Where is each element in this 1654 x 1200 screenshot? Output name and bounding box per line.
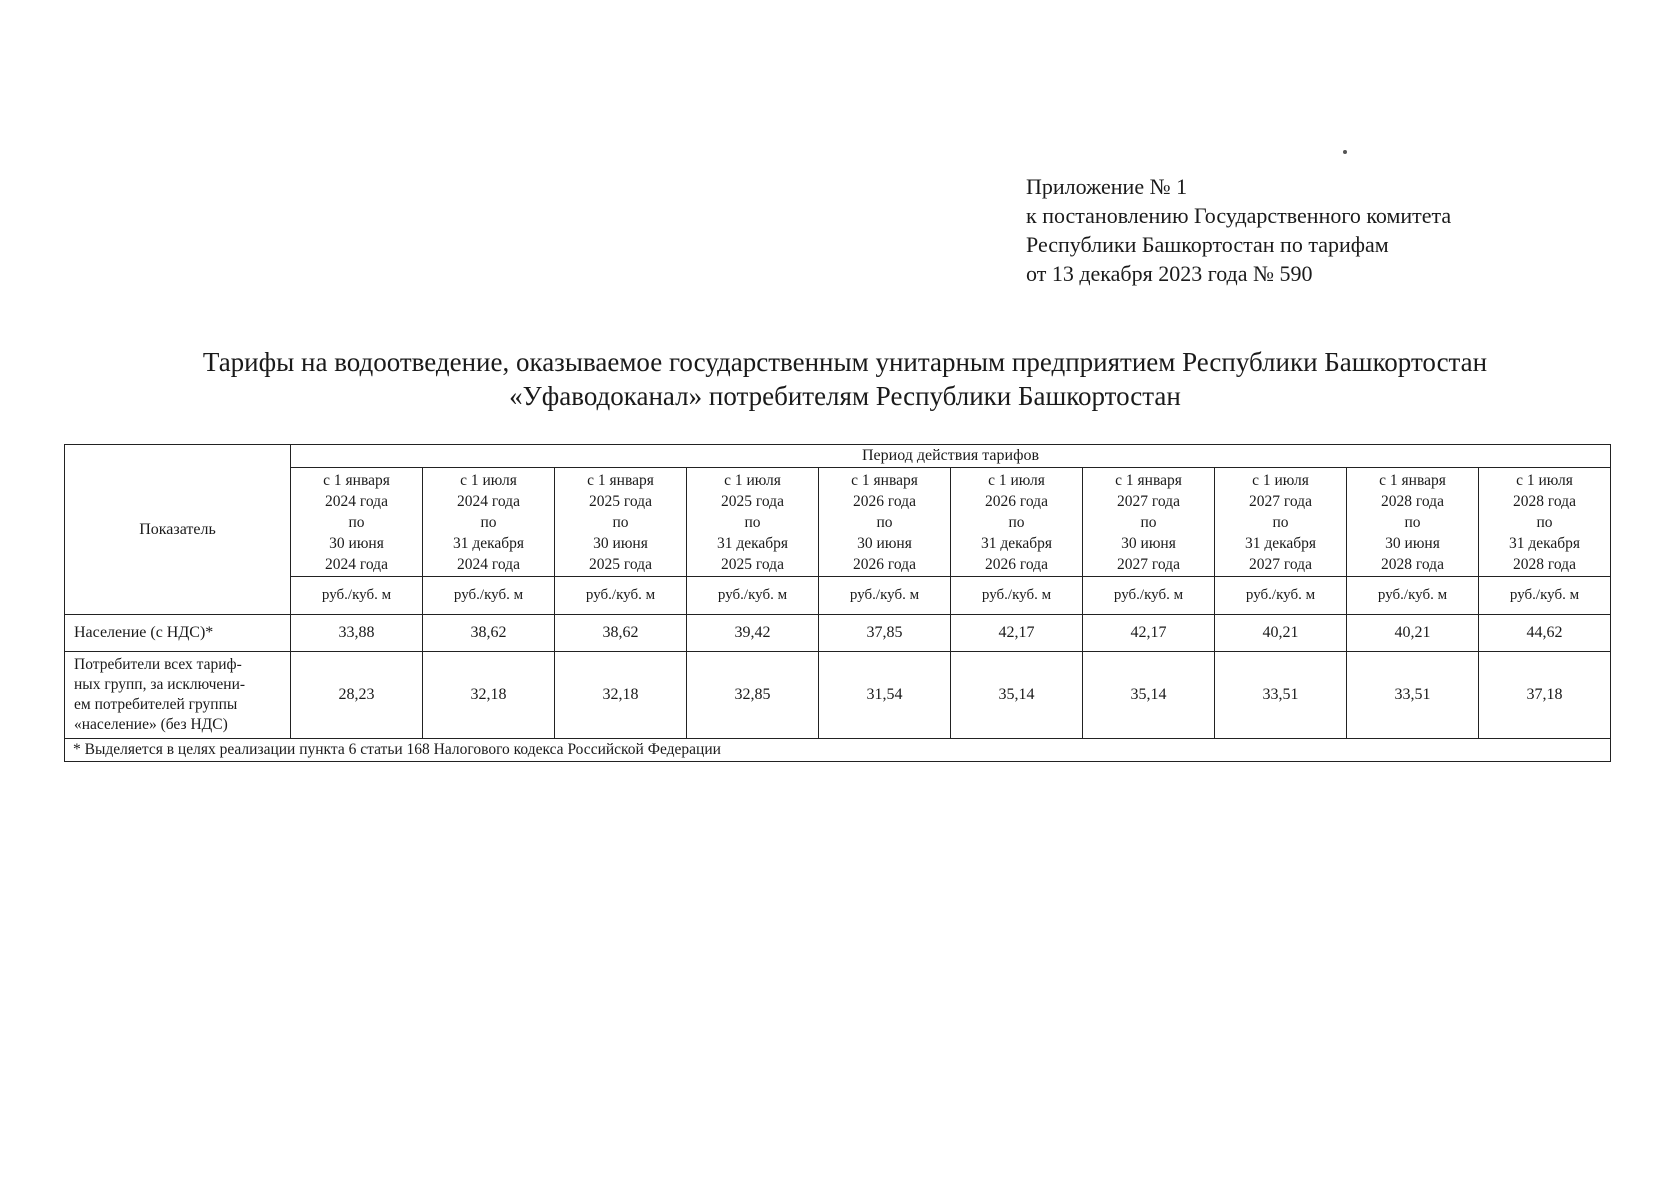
period-date-line: по	[1536, 513, 1553, 531]
units-row	[65, 577, 1611, 615]
period-date-line: с 1 января	[1379, 471, 1446, 489]
tariff-value-cell: 37,18	[1479, 652, 1611, 739]
period-date-line: по	[876, 513, 893, 531]
period-date-line: с 1 июля	[460, 471, 517, 489]
period-date-cell	[291, 468, 423, 577]
period-date-cell	[555, 468, 687, 577]
period-date-line: 2028 года	[1381, 555, 1444, 573]
period-date-cell	[951, 468, 1083, 577]
period-date-line: 2025 года	[721, 492, 784, 510]
period-date-cell	[1479, 468, 1611, 577]
unit-cell: руб./куб. м	[1083, 577, 1215, 615]
tariff-value-cell: 38,62	[555, 615, 687, 652]
unit-cell: руб./куб. м	[687, 577, 819, 615]
tariff-value-cell: 44,62	[1479, 615, 1611, 652]
period-date-line: 31 декабря	[452, 534, 525, 552]
period-date-line: 2026 года	[853, 492, 916, 510]
period-date-line: 30 июня	[1121, 534, 1176, 552]
tariff-value-cell: 32,18	[423, 652, 555, 739]
unit-cell: руб./куб. м	[291, 577, 423, 615]
tariff-value-cell: 40,21	[1215, 615, 1347, 652]
period-date-line: 2027 года	[1249, 492, 1312, 510]
period-date-line: с 1 июля	[1252, 471, 1309, 489]
period-date-line: 2027 года	[1117, 555, 1180, 573]
unit-cell: руб./куб. м	[819, 577, 951, 615]
period-date-line: 2028 года	[1381, 492, 1444, 510]
table-row	[65, 652, 1611, 739]
period-date-cell	[1347, 468, 1479, 577]
tariff-value-cell: 37,85	[819, 615, 951, 652]
period-date-line: 30 июня	[329, 534, 384, 552]
period-date-line: 2025 года	[721, 555, 784, 573]
period-date-line: по	[348, 513, 365, 531]
tariff-value-cell: 38,62	[423, 615, 555, 652]
scan-speck	[1343, 150, 1347, 154]
period-date-line: 30 июня	[1385, 534, 1440, 552]
period-date-line: 2027 года	[1249, 555, 1312, 573]
unit-cell: руб./куб. м	[951, 577, 1083, 615]
title-line-2: «Уфаводоканал» потребителям Республики Башкортостан	[509, 381, 1181, 411]
period-date-cell	[819, 468, 951, 577]
tariff-value-cell: 33,51	[1215, 652, 1347, 739]
row-label-other-consumers	[65, 652, 291, 739]
period-date-line: 31 декабря	[716, 534, 789, 552]
row-label-line: ем потребителей группы	[74, 696, 238, 713]
tariff-table	[64, 444, 1611, 762]
tariff-value-cell: 40,21	[1347, 615, 1479, 652]
tariff-value-cell: 28,23	[291, 652, 423, 739]
period-date-line: с 1 января	[851, 471, 918, 489]
unit-cell: руб./куб. м	[423, 577, 555, 615]
unit-cell: руб./куб. м	[1347, 577, 1479, 615]
period-date-line: 2026 года	[853, 555, 916, 573]
period-date-line: 2026 года	[985, 555, 1048, 573]
period-date-line: по	[744, 513, 761, 531]
footnote: * Выделяется в целях реализации пункта 6 статьи 168 Налогового кодекса Российской Федерации	[65, 739, 1611, 762]
period-date-line: 2026 года	[985, 492, 1048, 510]
appendix-header	[1026, 172, 1451, 288]
tariff-value-cell: 33,88	[291, 615, 423, 652]
title-line-1: Тарифы на водоотведение, оказываемое государственным унитарным предприятием Республики Башкортостан	[202, 347, 1488, 377]
period-date-line: с 1 июля	[988, 471, 1045, 489]
tariff-value-cell: 35,14	[1083, 652, 1215, 739]
period-date-line: 2024 года	[325, 555, 388, 573]
period-date-line: 2024 года	[325, 492, 388, 510]
tariff-value-cell: 42,17	[951, 615, 1083, 652]
period-date-cell	[1215, 468, 1347, 577]
period-date-line: по	[480, 513, 497, 531]
unit-cell: руб./куб. м	[1215, 577, 1347, 615]
period-date-line: 2025 года	[589, 492, 652, 510]
tariff-value-cell: 32,85	[687, 652, 819, 739]
tariff-value-cell: 33,51	[1347, 652, 1479, 739]
unit-cell: руб./куб. м	[1479, 577, 1611, 615]
period-date-cell	[687, 468, 819, 577]
row-label-line: ных групп, за исключени-	[74, 676, 246, 693]
row-label-line: Потребители всех тариф-	[74, 656, 242, 673]
tariff-value-cell: 31,54	[819, 652, 951, 739]
period-date-line: 2028 года	[1513, 492, 1576, 510]
period-date-line: с 1 января	[1115, 471, 1182, 489]
period-date-line: по	[1140, 513, 1157, 531]
period-header: Период действия тарифов	[291, 445, 1611, 468]
period-date-line: 31 декабря	[1508, 534, 1581, 552]
period-date-line: по	[1272, 513, 1289, 531]
tariff-value-cell: 32,18	[555, 652, 687, 739]
period-date-line: 2024 года	[457, 492, 520, 510]
period-date-line: 30 июня	[593, 534, 648, 552]
period-date-line: 2028 года	[1513, 555, 1576, 573]
row-label-line: «население» (без НДС)	[74, 716, 228, 733]
unit-cell: руб./куб. м	[555, 577, 687, 615]
period-date-cell	[1083, 468, 1215, 577]
period-date-line: 31 декабря	[980, 534, 1053, 552]
period-date-line: с 1 января	[323, 471, 390, 489]
appendix-number: Приложение № 1	[1026, 174, 1188, 199]
tariff-value-cell: 42,17	[1083, 615, 1215, 652]
period-date-line: 2025 года	[589, 555, 652, 573]
period-date-line: 2024 года	[457, 555, 520, 573]
period-date-line: с 1 января	[587, 471, 654, 489]
document-title	[60, 345, 1630, 413]
period-date-cell	[423, 468, 555, 577]
indicator-header: Показатель	[65, 445, 291, 615]
period-date-line: 31 декабря	[1244, 534, 1317, 552]
period-date-line: по	[612, 513, 629, 531]
tariff-value-cell: 35,14	[951, 652, 1083, 739]
appendix-committee-line: Республики Башкортостан по тарифам	[1026, 232, 1389, 257]
table-row	[65, 615, 1611, 652]
period-date-line: по	[1404, 513, 1421, 531]
period-date-line: 2027 года	[1117, 492, 1180, 510]
period-dates-row	[65, 468, 1611, 577]
row-label-population: Население (с НДС)*	[65, 615, 291, 652]
appendix-resolution-line: к постановлению Государственного комитета	[1026, 203, 1452, 228]
period-date-line: по	[1008, 513, 1025, 531]
appendix-date-line: от 13 декабря 2023 года № 590	[1026, 261, 1313, 286]
tariff-value-cell: 39,42	[687, 615, 819, 652]
period-date-line: с 1 июля	[724, 471, 781, 489]
period-date-line: 30 июня	[857, 534, 912, 552]
period-date-line: с 1 июля	[1516, 471, 1573, 489]
